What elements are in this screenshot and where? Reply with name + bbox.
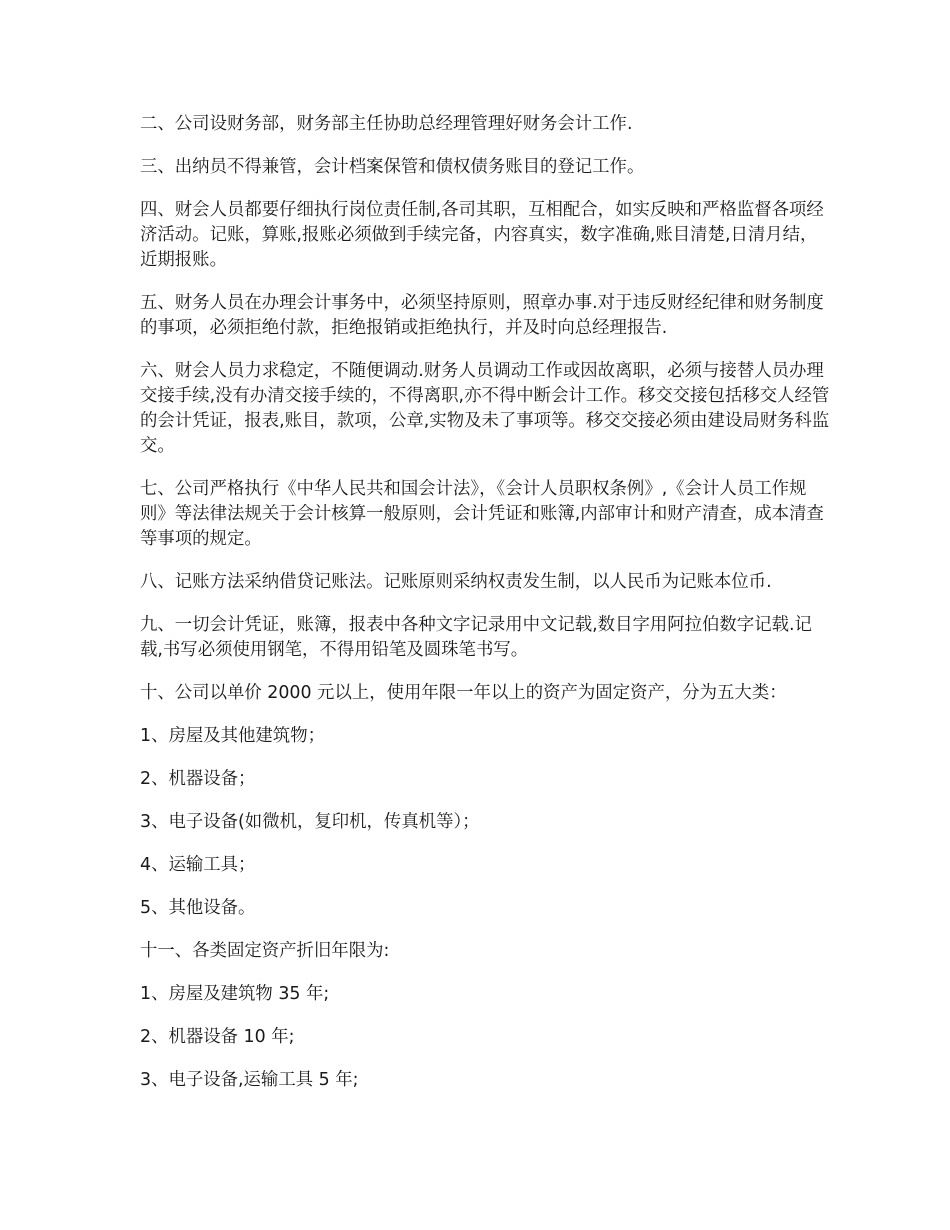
paragraph-9-records: 九、一切会计凭证，账簿，报表中各种文字记录用中文记载,数目字用阿拉伯数字记载.记载,书写必须使用钢笔，不得用铅笔及圆珠笔书写。 [140, 615, 812, 660]
paragraph-6-handover: 六、财会人员力求稳定，不随便调动.财务人员调动工作或因故离职，必须与接替人员办理交接手续,没有办清交接手续的，不得离职,亦不得中断会计工作。移交交接包括移交人经管的会计凭证，报表,账目，款项，公章,实物及未了事项等。移交交接必须由建设局财务科监交。 [140, 361, 830, 456]
list-item-transport: 4、运输工具； [140, 855, 256, 875]
list-item-buildings: 1、房屋及其他建筑物； [140, 726, 325, 746]
list-item-electronics: 3、电子设备(如微机，复印机，传真机等）； [140, 812, 480, 832]
paragraph-11-depreciation: 十一、各类固定资产折旧年限为: [140, 941, 390, 961]
paragraph-2-finance-department: 二、公司设财务部，财务部主任协助总经理管理好财务会计工作. [140, 114, 633, 134]
paragraph-7-accounting-law: 七、公司严格执行《中华人民共和国会计法》，《会计人员职权条例》,《会计人员工作规则》等法律法规关于会计核算一般原则，会计凭证和账簿,内部审计和财产清查，成本清查等事项的规定。 [140, 479, 824, 549]
depreciation-item-machinery: 2、机器设备 10 年; [140, 1027, 295, 1047]
depreciation-item-buildings: 1、房屋及建筑物 35 年; [140, 984, 330, 1004]
list-item-machinery: 2、机器设备； [140, 769, 256, 789]
paragraph-8-bookkeeping-method: 八、记账方法采纳借贷记账法。记账原则采纳权责发生制，以人民币为记账本位币. [140, 572, 772, 592]
paragraph-10-fixed-assets: 十、公司以单价 2000 元以上，使用年限一年以上的资产为固定资产，分为五大类： [140, 683, 787, 703]
document-body [140, 112, 830, 1111]
paragraph-5-principles: 五、财务人员在办理会计事务中，必须坚持原则，照章办事.对于违反财经纪律和财务制度的事项，必须拒绝付款，拒绝报销或拒绝执行，并及时向总经理报告. [140, 293, 824, 338]
paragraph-3-cashier-rule: 三、出纳员不得兼管，会计档案保管和债权债务账目的登记工作。 [140, 157, 645, 177]
list-item-other-equipment: 5、其他设备。 [140, 898, 256, 918]
depreciation-item-electronics: 3、电子设备,运输工具 5 年; [140, 1070, 359, 1090]
paragraph-4-responsibility: 四、财会人员都要仔细执行岗位责任制,各司其职，互相配合，如实反映和严格监督各项经济活动。记账，算账,报账必须做到手续完备，内容真实，数字准确,账目清楚,日清月结，近期报账。 [140, 200, 824, 270]
